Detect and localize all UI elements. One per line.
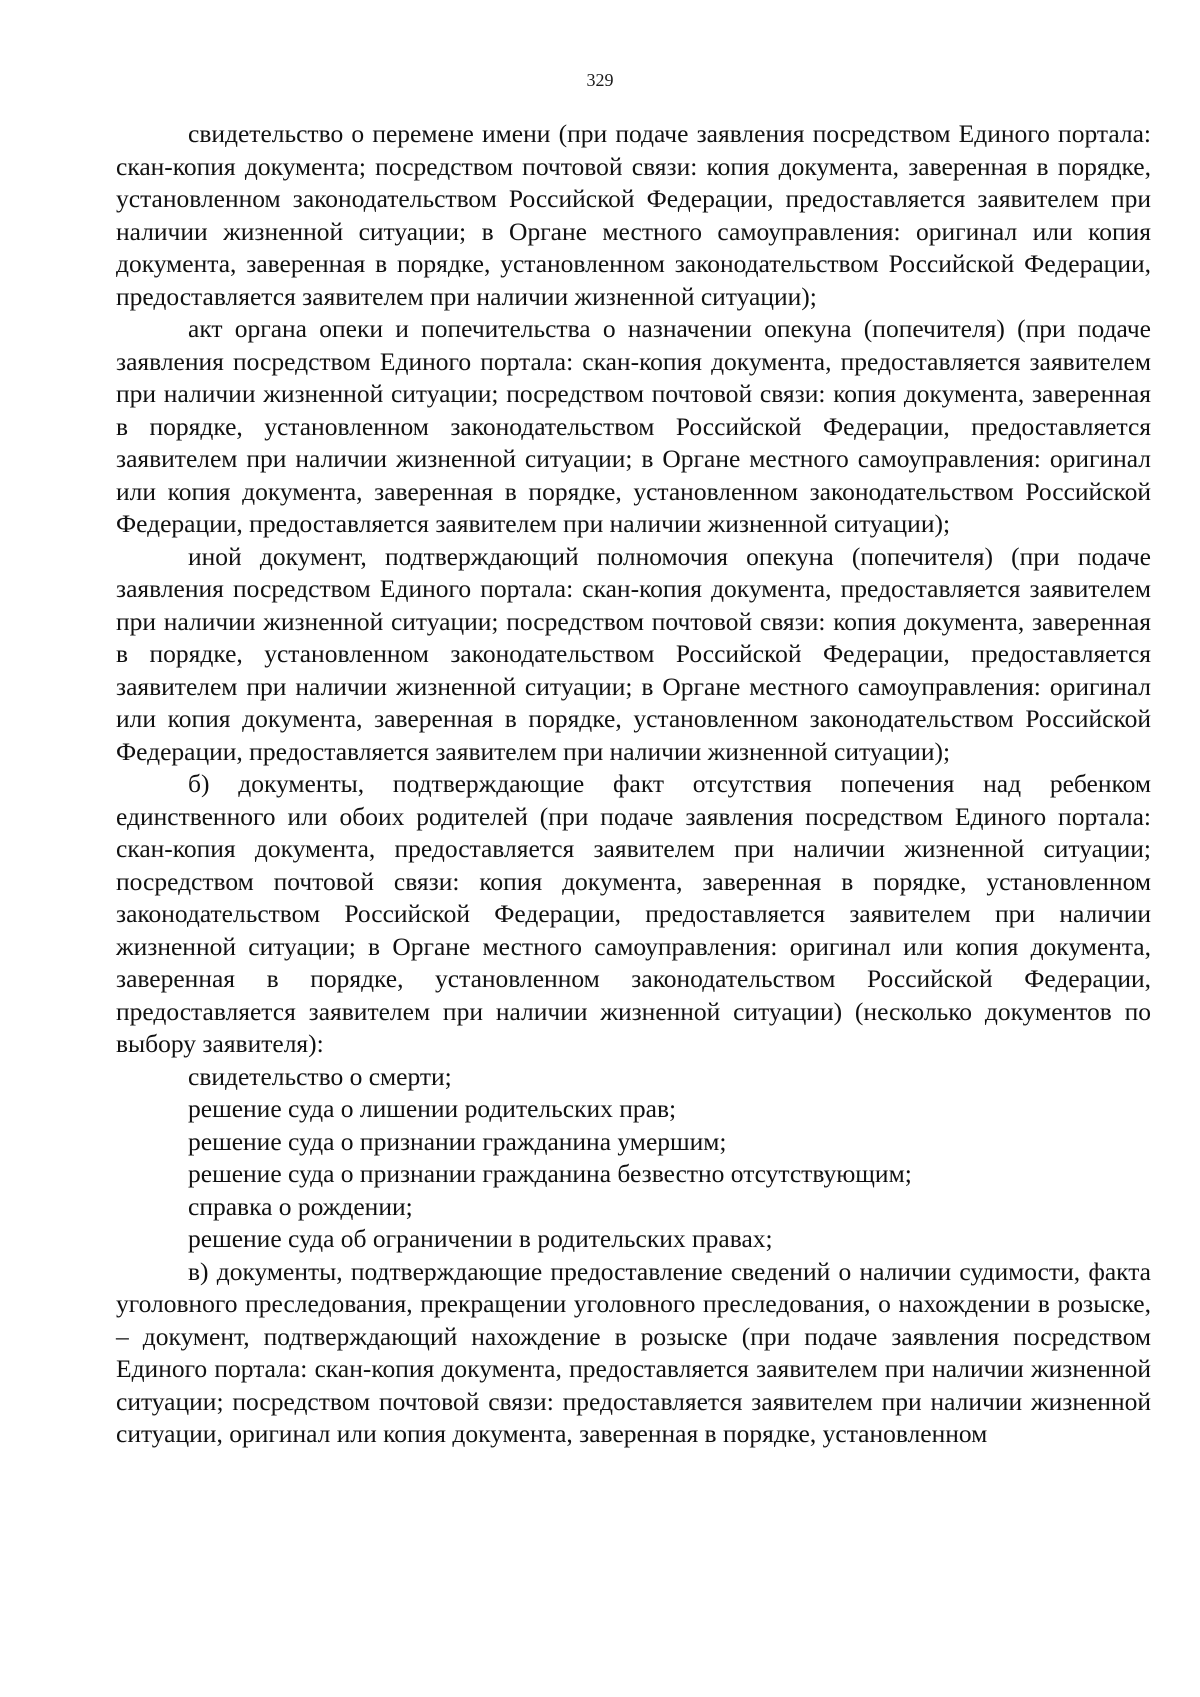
document-body — [116, 118, 1151, 1451]
list-item-declared-missing: решение суда о признании гражданина безвестно отсутствующим; — [188, 1159, 912, 1188]
paragraph-item-b: б) документы, подтверждающие факт отсутствия попечения над ребенком единственного или обоих родителей (при подаче заявления посредством Единого портала: скан-копия документа, предоставляется заявителем при наличии жизненной ситуации; посредством почтовой связи: копия документа, заверенная в порядке, установленном законодательством Российской Федерации, предоставляется заявителем при наличии жизненной ситуации; в Органе местного самоуправления: оригинал или копия документа, заверенная в порядке, установленном законодательством Российской Федерации, предоставляется заявителем при наличии жизненной ситуации) (несколько документов по выбору заявителя): — [116, 769, 1151, 1058]
list-item-deprivation-of-rights: решение суда о лишении родительских прав; — [188, 1094, 677, 1123]
list-item-death-certificate: свидетельство о смерти; — [188, 1061, 452, 1091]
list-item-declared-dead: решение суда о признании гражданина умершим; — [188, 1126, 727, 1156]
paragraph-guardianship-act: акт органа опеки и попечительства о назначении опекуна (попечителя) (при подаче заявления посредством Единого портала: скан-копия документа, предоставляется заявителем при наличии жизненной ситуации; посредством почтовой связи: копия документа, заверенная в порядке, установленном законодательством Российской Федерации, предоставляется заявителем при наличии жизненной ситуации; в Органе местного самоуправления: оригинал или копия документа, заверенная в порядке, установленном законодательством Российской Федерации, предоставляется заявителем при наличии жизненной ситуации); — [116, 314, 1151, 538]
paragraph-other-guardian-document: иной документ, подтверждающий полномочия опекуна (попечителя) (при подаче заявления посредством Единого портала: скан-копия документа, предоставляется заявителем при наличии жизненной ситуации; посредством почтовой связи: копия документа, заверенная в порядке, установленном законодательством Российской Федерации, предоставляется заявителем при наличии жизненной ситуации; в Органе местного самоуправления: оригинал или копия документа, заверенная в порядке, установленном законодательством Российской Федерации, предоставляется заявителем при наличии жизненной ситуации); — [116, 541, 1151, 766]
paragraph-item-v: в) документы, подтверждающие предоставление сведений о наличии судимости, факта уголовного преследования, прекращении уголовного преследования, о нахождении в розыске, – документ, подтверждающий нахождение в розыске (при подаче заявления посредством Единого портала: скан-копия документа, предоставляется заявителем при наличии жизненной ситуации; посредством почтовой связи: предоставляется заявителем при наличии жизненной ситуации, оригинал или копия документа, заверенная в порядке, установленном — [116, 1256, 1151, 1448]
page-number: 329 — [586, 70, 614, 90]
list-item-birth-certificate: справка о рождении; — [188, 1191, 413, 1221]
list-item-restriction-of-rights: решение суда об ограничении в родительских правах; — [188, 1224, 773, 1253]
paragraph-name-change-certificate: свидетельство о перемене имени (при подаче заявления посредством Единого портала: скан-копия документа; посредством почтовой связи: копия документа, заверенная в порядке, установленном законодательством Российской Федерации, предоставляется заявителем при наличии жизненной ситуации; в Органе местного самоуправления: оригинал или копия документа, заверенная в порядке, установленном законодательством Российской Федерации, предоставляется заявителем при наличии жизненной ситуации); — [116, 119, 1151, 311]
